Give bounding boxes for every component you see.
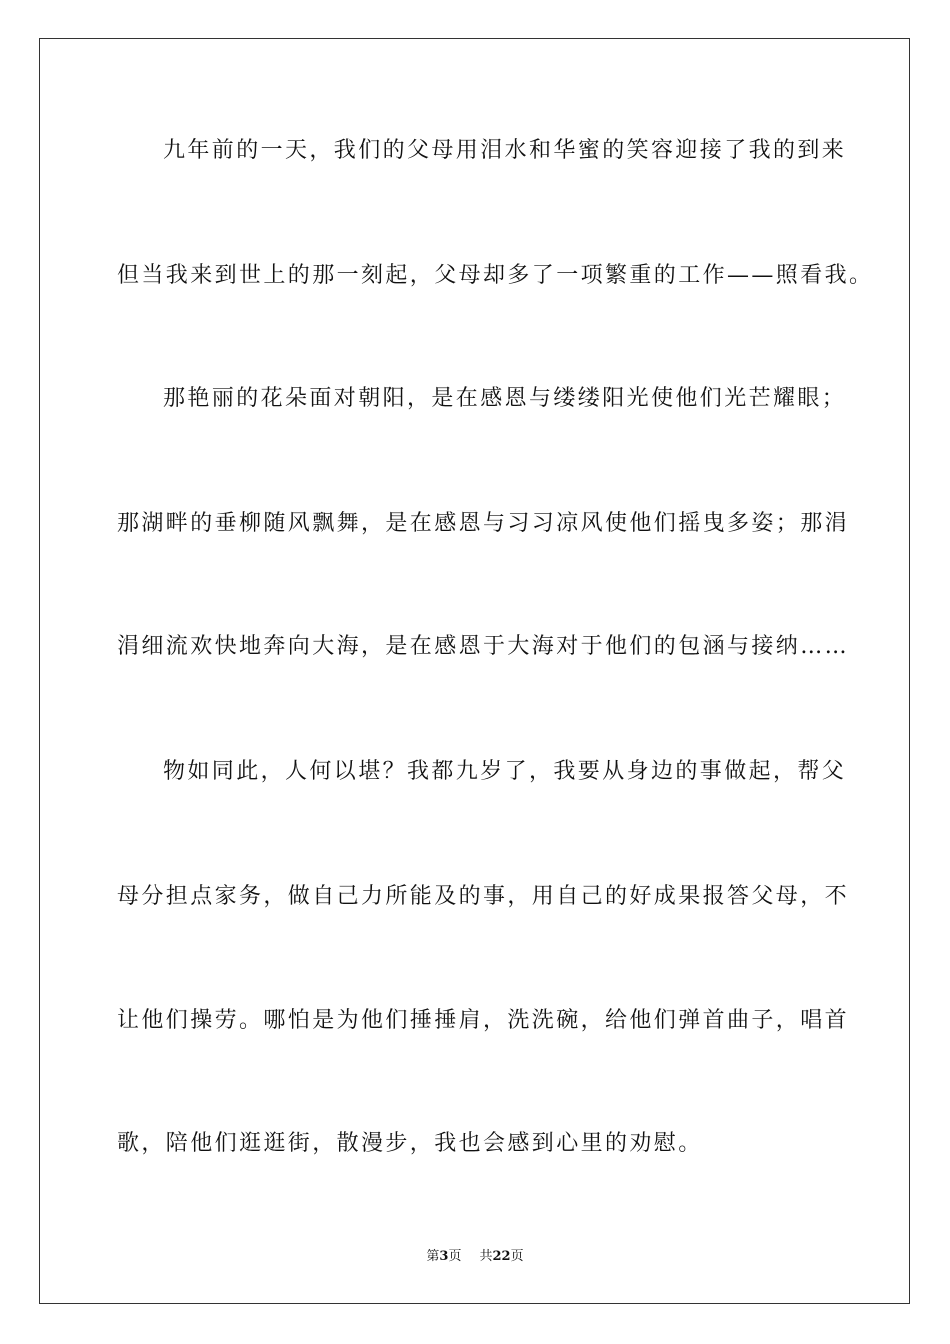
paragraph-line: 歌，陪他们逛逛街，散漫步，我也会感到心里的劝慰。: [117, 1131, 703, 1156]
total-suffix: 页: [510, 1249, 524, 1264]
paragraph-line: 物如同此，人何以堪？我都九岁了，我要从身边的事做起，帮父: [163, 759, 847, 784]
paragraph-line: 九年前的一天，我们的父母用泪水和华蜜的笑容迎接了我的到来: [163, 138, 847, 163]
paragraph-line: 涓细流欢快地奔向大海，是在感恩于大海对于他们的包涵与接纳……: [117, 634, 850, 659]
total-pages: 22: [492, 1249, 511, 1264]
paragraph-line: 母分担点家务，做自己力所能及的事，用自己的好成果报答父母，不: [117, 884, 850, 909]
paragraph-line: 但当我来到世上的那一刻起，父母却多了一项繁重的工作——照看我。: [117, 263, 874, 288]
page-suffix: 页: [448, 1249, 462, 1264]
paragraph-line: 让他们操劳。哪怕是为他们捶捶肩，洗洗碗，给他们弹首曲子，唱首: [117, 1008, 850, 1033]
total-prefix: 共: [479, 1249, 493, 1264]
page-frame: [39, 38, 910, 1304]
paragraph-line: 那湖畔的垂柳随风飘舞，是在感恩与习习凉风使他们摇曳多姿；那涓: [117, 511, 850, 536]
paragraph-line: 那艳丽的花朵面对朝阳，是在感恩与缕缕阳光使他们光芒耀眼；: [163, 386, 847, 411]
page-prefix: 第: [426, 1249, 440, 1264]
page-footer: [0, 1248, 950, 1266]
page-number: 3: [439, 1249, 449, 1264]
